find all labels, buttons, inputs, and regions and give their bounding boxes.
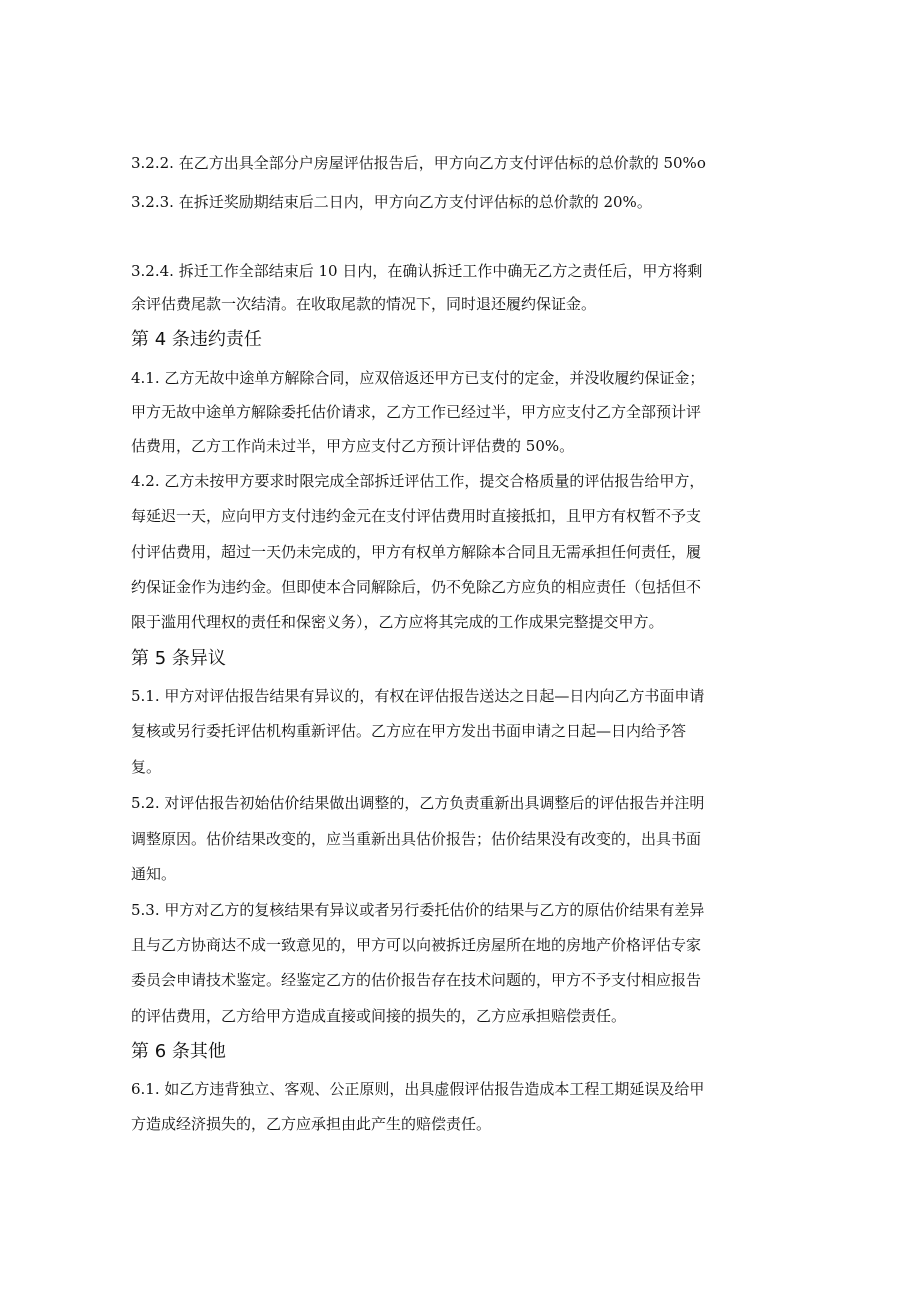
clause-5-3-line-1: 5.3. 甲方对乙方的复核结果有异议或者另行委托估价的结果与乙方的原估价结果有差异 — [131, 901, 705, 919]
clause-5-2-line-1: 5.2. 对评估报告初始估价结果做出调整的，乙方负责重新出具调整后的评估报告并注明 — [131, 794, 705, 812]
clause-4-2-line-3: 付评估费用，超过一天仍未完成的，甲方有权单方解除本合同且无需承担任何责任，履 — [131, 543, 702, 561]
section-heading-4: 第 4 条违约责任 — [131, 329, 262, 350]
clause-6-1-line-1: 6.1. 如乙方违背独立、客观、公正原则，出具虚假评估报告造成本工程工期延误及给甲 — [131, 1080, 705, 1098]
clause-4-2-line-1: 4.2. 乙方未按甲方要求时限完成全部拆迁评估工作，提交合格质量的评估报告给甲方， — [131, 472, 705, 490]
clause-4-2-line-5: 限于滥用代理权的责任和保密义务），乙方应将其完成的工作成果完整提交甲方。 — [131, 613, 664, 631]
clause-5-1-line-3: 复。 — [131, 758, 162, 776]
clause-4-2-line-4: 约保证金作为违约金。但即使本合同解除后，仍不免除乙方应负的相应责任（包括但不 — [131, 578, 702, 596]
clause-3-2-4-line-1: 3.2.4. 拆迁工作全部结束后 10 日内，在确认拆迁工作中确无乙方之责任后，甲方将剩 — [131, 262, 703, 280]
clause-5-3-line-3: 委员会申请技术鉴定。经鉴定乙方的估价报告存在技术问题的，甲方不予支付相应报告 — [131, 971, 702, 989]
clause-5-1-line-2: 复核或另行委托评估机构重新评估。乙方应在甲方发出书面申请之日起—日内给予答 — [131, 722, 687, 740]
clause-5-2-line-2: 调整原因。估价结果改变的，应当重新出具估价报告；估价结果没有改变的，出具书面 — [131, 830, 702, 848]
clause-5-3-line-4: 的评估费用，乙方给甲方造成直接或间接的损失的，乙方应承担赔偿责任。 — [131, 1007, 627, 1025]
section-heading-6: 第 6 条其他 — [131, 1041, 226, 1062]
clause-5-1-line-1: 5.1. 甲方对评估报告结果有异议的，有权在评估报告送达之日起—日内向乙方书面申请 — [131, 687, 705, 705]
clause-4-2-line-2: 每延迟一天，应向甲方支付违约金元在支付评估费用时直接抵扣，且甲方有权暂不予支 — [131, 507, 702, 525]
clause-5-3-line-2: 且与乙方协商达不成一致意见的，甲方可以向被拆迁房屋所在地的房地产价格评估专家 — [131, 936, 702, 954]
clause-4-1-line-2: 甲方无故中途单方解除委托估价请求，乙方工作已经过半，甲方应支付乙方全部预计评 — [131, 403, 702, 421]
clause-3-2-4-line-2: 余评估费尾款一次结清。在收取尾款的情况下，同时退还履约保证金。 — [131, 295, 597, 313]
section-heading-5: 第 5 条异议 — [131, 648, 226, 669]
clause-5-2-line-3: 通知。 — [131, 865, 177, 883]
clause-3-2-3: 3.2.3. 在拆迁奖励期结束后二日内，甲方向乙方支付评估标的总价款的 20%。 — [131, 193, 652, 211]
clause-4-1-line-3: 估费用，乙方工作尚未过半，甲方应支付乙方预计评估费的 50%。 — [131, 437, 575, 455]
clause-4-1-line-1: 4.1. 乙方无故中途单方解除合同，应双倍返还甲方已支付的定金，并没收履约保证金； — [131, 369, 705, 387]
clause-6-1-line-2: 方造成经济损失的，乙方应承担由此产生的赔偿责任。 — [131, 1115, 492, 1133]
clause-3-2-2: 3.2.2. 在乙方出具全部分户房屋评估报告后，甲方向乙方支付评估标的总价款的 50%o — [131, 154, 706, 172]
